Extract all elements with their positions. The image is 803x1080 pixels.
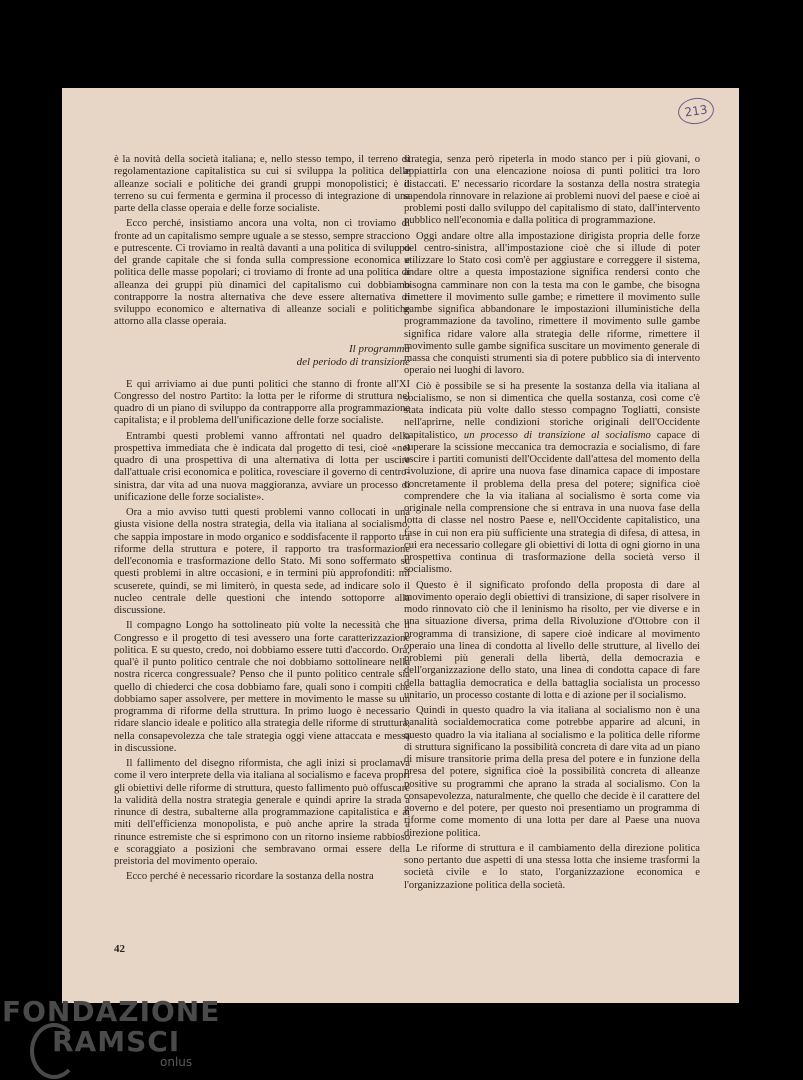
paragraph: Il fallimento del disegno riformista, che agli inizi si proclamava come il vero interprete della via italiana al socialismo e faceva propri gli obiettivi delle riforme di struttura, questo fallimento può offuscare la validità della nostra strategia generale e quindi aprire la strada a rinunce di destra, subalterne alla programmazione capitalistica e ai miti dell'efficienza monopolista, e può anche aprire la strada a rinunce estremiste che si esprimono con un ritorno insieme rabbioso e scoraggiato a posizioni che sembravano ormai essere della preistoria del movimento operaio. [114, 758, 410, 867]
paragraph: è la novità della società italiana; e, nello stesso tempo, il terreno di regolamentazione capitalistica su cui si sviluppa la politica delle alleanze sociali e politiche dei grandi gruppi monopolistici; è il terreno su cui fermenta e germina il processo di integrazione di una parte della classe operaia e delle forze socialiste. [114, 154, 410, 214]
page-number: 42 [114, 943, 125, 955]
text-span: Ciò è possibile se si ha presente la sostanza della via italiana al socialismo, se non si dimentica che quella sostanza, così come c'è stata indicata più volte dallo stesso compagno Togliatti, consiste nell'aprirne, nelle condizioni storiche originali dell'Occidente capitalistico, [404, 380, 700, 441]
paragraph: strategia, senza però ripeterla in modo stanco per i più giovani, o appiattirla con una elencazione noiosa di punti politici tra loro distaccati. E' necessario ricordare la sostanza della nostra strategia sapendola rinnovare in relazione ai problemi nuovi del paese e cioè ai problemi posti dallo sviluppo del capitalismo di stato, dall'intervento pubblico nell'economia e dalla politica di programmazione. [404, 154, 700, 227]
paragraph: Ecco perché è necessario ricordare la sostanza della nostra [126, 871, 374, 883]
paragraph: Ora a mio avviso tutti questi problemi vanno collocati in una giusta visione della nostra strategia, della via italiana al socialismo, che sappia impostare in modo organico e soddisfacente il rapporto tra riforme della struttura e potere, il rapporto tra trasformazione dell'economia e trasformazione dello Stato. Mi sono soffermato su questi problemi in altre occasioni, e in termini più approfonditi: mi scuserete, quindi, se mi limiterò, in questa sede, ad indicare solo il nucleo centrale delle questioni che intendo sottoporre alla discussione. [114, 507, 410, 616]
paragraph: Ecco perché, insistiamo ancora una volta, non ci troviamo di fronte ad un capitalismo sempre uguale a se stesso, sempre stracciono e putrescente. Ci troviamo in realtà davanti a una politica di sviluppo del grande capitale che si fonda sulla compressione economica e politica delle masse popolari; ci troviamo di fronte ad una politica di alleanza dei gruppi più dinamici del capitalismo cui dobbiamo contrapporre la nostra alternativa che deve essere alternativa di sviluppo economico e alternativa di alleanze sociali e politiche attorno alla classe operaia. [114, 218, 410, 328]
logo-title: FONDAZIONE [2, 995, 221, 1028]
scanned-page [62, 88, 739, 1003]
left-column [114, 154, 410, 887]
paragraph: Le riforme di struttura e il cambiamento della direzione politica sono pertanto due aspetti di una stessa lotta che insieme trasformi la società civile e lo stato, l'organizzazione economica e l'organizzazione politica della società. [404, 842, 700, 891]
paragraph: Quindi in questo quadro la via italiana al socialismo non è una banalità socialdemocratica come potrebbe apparire ad alcuni, in questo quadro la via italiana al socialismo e la politica delle riforme di struttura significano la possibilità concreta di dare vita ad un piano di misure transitorie prima della presa del potere e in funzione della presa del potere, significa cioè la possibilità concreta di alleanze positive su programmi che aprano la strada al socialismo. Con la consapevolezza, naturalmente, che quello che decide è il carattere del governo e del potere, per questo noi presentiamo un programma di riforme come momento di una lotta per dare al Paese una nuova direzione politica. [404, 705, 700, 839]
section-heading-line: Il programma [348, 342, 410, 355]
section-heading [114, 343, 410, 369]
section-heading-line: del periodo di transizione [296, 355, 410, 368]
logo-subtitle: RAMSCI [52, 1025, 181, 1058]
watermark-logo [0, 993, 803, 1080]
paragraph: Entrambi questi problemi vanno affrontati nel quadro della prospettiva immediata che è indicata dal progetto di tesi, cioè «nel quadro di una prospettiva di una alternativa di lotta per uscire dall'attuale crisi economica e politica, rovesciare il governo di centro-sinistra, dar vita ad una nuova maggioranza, avviare un processo di unificazione delle forze socialiste». [114, 430, 410, 503]
right-column [404, 154, 700, 895]
paragraph: Questo è il significato profondo della proposta di dare al movimento operaio degli obiettivi di transizione, di saper risolvere in modo rinnovato ciò che il leninismo ha risolto, per vie diverse e in una situazione diversa, prima della Rivoluzione d'Ottobre con il programma di transizione, di sapere cioè indicare al movimento operaio una linea di condotta al livello delle strutture, al livello dei problemi più generali della libertà, della democrazia e dell'organizzazione dello stato, una linea di condotta capace di fare della battaglia democratica e della battaglia socialista un processo unitario, un processo costante di lotta e di azione per il socialismo. [404, 579, 700, 701]
emphasis-text: un processo di transizione al socialismo [463, 429, 651, 441]
handwritten-annotation: 213 [676, 96, 715, 127]
paragraph [404, 381, 700, 577]
paragraph: Oggi andare oltre alla impostazione dirigista propria delle forze del centro-sinistra, all'impostazione cioè che si illude di poter utilizzare lo Stato così com'è per aggiustare e correggere il sistema, andare oltre a questa impostazione significa rendersi conto che bisogna camminare non con la testa ma con le gambe, che bisogna rimettere il movimento sulle gambe; e rimettere il movimento sulle gambe significa abbandonare le impostazioni illuministiche della programmazione da tavolino, rimettere il movimento sulle gambe significa ridare valore alla strategia delle riforme, rimettere il movimento sulle gambe significa suscitare un movimento generale di massa che conquisti strumenti sia di potere pubblico sia di intervento operaio nei luoghi di lavoro. [404, 230, 700, 377]
paragraph: Il compagno Longo ha sottolineato più volte la necessità che il Congresso e il progetto di tesi avessero una forte caratterizzazione politica. E su questo, credo, noi dobbiamo essere tutti d'accordo. Ora, qual'è il punto politico centrale che noi dobbiamo sottolineare nella nostra ricerca congressuale? Penso che il punto politico centrale sia quello di chiederci che cosa dobbiamo fare, quali sono i compiti che dobbiamo saper assolvere, per mettere in movimento le masse su un programma di riforme della struttura. In primo luogo è necessario ridare slancio ideale e politico alla strategia delle riforme di struttura, nella consapevolezza che tale strategia oggi viene attaccata e messa in discussione. [114, 620, 410, 754]
text-span: capace di superare la scissione meccanica tra democrazia e socialismo, di fare uscire i partiti comunisti dell'Occidente dall'attesa del momento della rivoluzione, di aprire una nuova fase dinamica capace di impostare concretamente il problema della presa del potere; significa cioè comprendere che la via italiana al socialismo è sorta come via originale nella comprensione che si entrava in una nuova fase della lotta di classe nel nostro Paese e, nell'Occidente capitalistico, una fase in cui non era più sufficiente una strategia di difesa, di attesa, in cui era necessario collegare gli obiettivi di lotta di ogni giorno in una prospettiva continua di trasformazione della società verso il socialismo. [404, 429, 700, 576]
paragraph: E qui arriviamo ai due punti politici che stanno di fronte all'XI Congresso del nostro Partito: la lotta per le riforme di struttura nel quadro di un piano di sviluppo da contrapporre alla programmazione capitalista; e il problema dell'unificazione delle forze socialiste. [114, 378, 410, 427]
logo-onlus: onlus [160, 1055, 193, 1069]
